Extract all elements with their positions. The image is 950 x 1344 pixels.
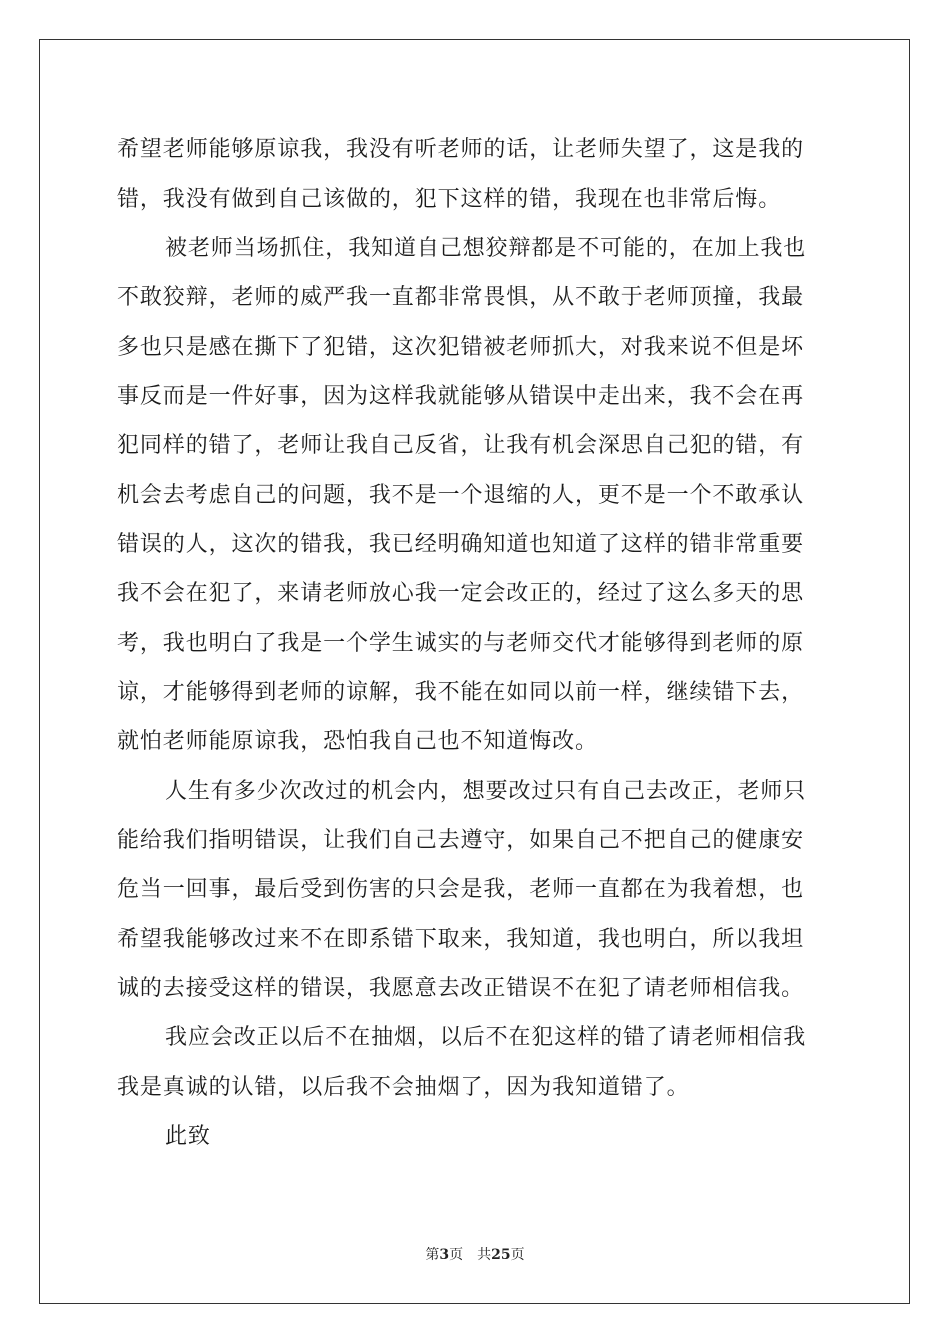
text-line: 错误的人，这次的错我，我已经明确知道也知道了这样的错非常重要	[117, 532, 805, 557]
total-suffix: 页	[510, 1247, 525, 1263]
text-line: 希望老师能够原谅我，我没有听老师的话，让老师失望了，这是我的	[117, 137, 805, 162]
text-line: 能给我们指明错误，让我们自己去遵守，如果自己不把自己的健康安	[117, 828, 805, 853]
text-line: 不敢狡辩，老师的威严我一直都非常畏惧，从不敢于老师顶撞，我最	[117, 285, 805, 310]
text-line: 事反而是一件好事，因为这样我就能够从错误中走出来，我不会在再	[117, 384, 805, 409]
text-line: 考，我也明白了我是一个学生诚实的与老师交代才能够得到老师的原	[117, 631, 805, 656]
text-line: 希望我能够改过来不在即系错下取来，我知道，我也明白，所以我坦	[117, 927, 805, 952]
text-line: 危当一回事，最后受到伤害的只会是我，老师一直都在为我着想，也	[117, 877, 805, 902]
text-line: 我不会在犯了，来请老师放心我一定会改正的，经过了这么多天的思	[117, 581, 805, 606]
text-line: 诚的去接受这样的错误，我愿意去改正错误不在犯了请老师相信我。	[117, 976, 805, 1001]
text-line: 我是真诚的认错，以后我不会抽烟了，因为我知道错了。	[117, 1075, 690, 1100]
closing-salutation: 此致	[165, 1124, 211, 1149]
text-line: 错，我没有做到自己该做的，犯下这样的错，我现在也非常后悔。	[117, 187, 782, 212]
text-line-indent: 被老师当场抓住，我知道自己想狡辩都是不可能的，在加上我也	[165, 236, 807, 261]
total-prefix: 共	[477, 1247, 492, 1263]
text-line: 就怕老师能原谅我，恐怕我自己也不知道悔改。	[117, 729, 598, 754]
text-line: 机会去考虑自己的问题，我不是一个退缩的人，更不是一个不敢承认	[117, 483, 805, 508]
text-line: 犯同样的错了，老师让我自己反省，让我有机会深思自己犯的错，有	[117, 433, 805, 458]
text-line-indent: 人生有多少次改过的机会内，想要改过只有自己去改正，老师只	[165, 779, 807, 804]
page-suffix: 页	[449, 1247, 464, 1263]
page-prefix: 第	[425, 1247, 440, 1263]
page-number: 3	[439, 1247, 450, 1263]
total-pages: 25	[491, 1247, 511, 1263]
text-line: 多也只是感在撕下了犯错，这次犯错被老师抓大，对我来说不但是坏	[117, 335, 805, 360]
text-line-indent: 我应会改正以后不在抽烟，以后不在犯这样的错了请老师相信我	[165, 1025, 807, 1050]
text-line: 谅，才能够得到老师的谅解，我不能在如同以前一样，继续错下去，	[117, 680, 805, 705]
page-footer	[0, 1244, 950, 1264]
